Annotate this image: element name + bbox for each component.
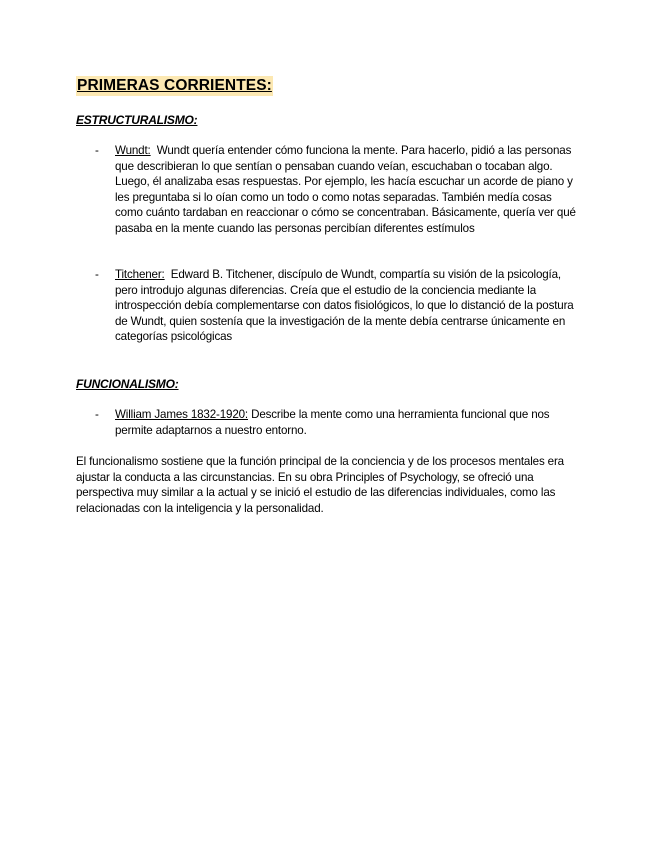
section-heading-estructuralismo: ESTRUCTURALISMO:	[76, 113, 198, 127]
document-title: PRIMERAS CORRIENTES:	[77, 77, 272, 94]
author-name-titchener: Titchener:	[115, 268, 165, 281]
bullet-dash: -	[95, 408, 99, 421]
list-item-text	[115, 267, 577, 345]
list-item-text	[115, 143, 577, 237]
author-name-william-james: William James 1832-1920:	[115, 408, 249, 421]
list-item-text	[115, 407, 577, 438]
item-description: Wundt quería entender cómo funciona la mente. Para hacerlo, pidió a las personas que describieran lo que sentían o pensaban cuando veían, escuchaban o tocaban algo. Luego, él analizaba esas respuestas. Por ejemplo, les hacía escuchar un acorde de piano y les preguntaba si lo oían como un todo o como notas separadas. También medía cosas como cuánto tardaban en reaccionar o cómo se concentraban. Básicamente, quería ver qué pasaba en la mente cuando las personas percibían diferentes estímulos	[115, 144, 576, 235]
bullet-dash: -	[95, 144, 99, 157]
section-heading-funcionalismo: FUNCIONALISMO:	[76, 377, 179, 391]
funcionalismo-paragraph: El funcionalismo sostiene que la función principal de la conciencia y de los procesos mentales era ajustar la conducta a las circunstancias. En su obra Principles of Psychology, se ofreció una perspectiva muy similar a la actual y se inició el estudio de las diferencias individuales, como las relacionadas con la inteligencia y la personalidad.	[76, 455, 564, 515]
item-description: Describe la mente como una herramienta funcional que nos permite adaptarnos a nuestro entorno.	[115, 408, 550, 437]
bullet-dash: -	[95, 268, 99, 281]
item-description: Edward B. Titchener, discípulo de Wundt, compartía su visión de la psicología, pero introdujo algunas diferencias. Creía que el estudio de la conciencia mediante la introspección debía complementarse con datos fisiológicos, lo que lo distanció de la postura de Wundt, quien sostenía que la investigación de la mente debía centrarse únicamente en categorías psicológicas	[115, 268, 574, 344]
author-name-wundt: Wundt:	[115, 144, 151, 157]
